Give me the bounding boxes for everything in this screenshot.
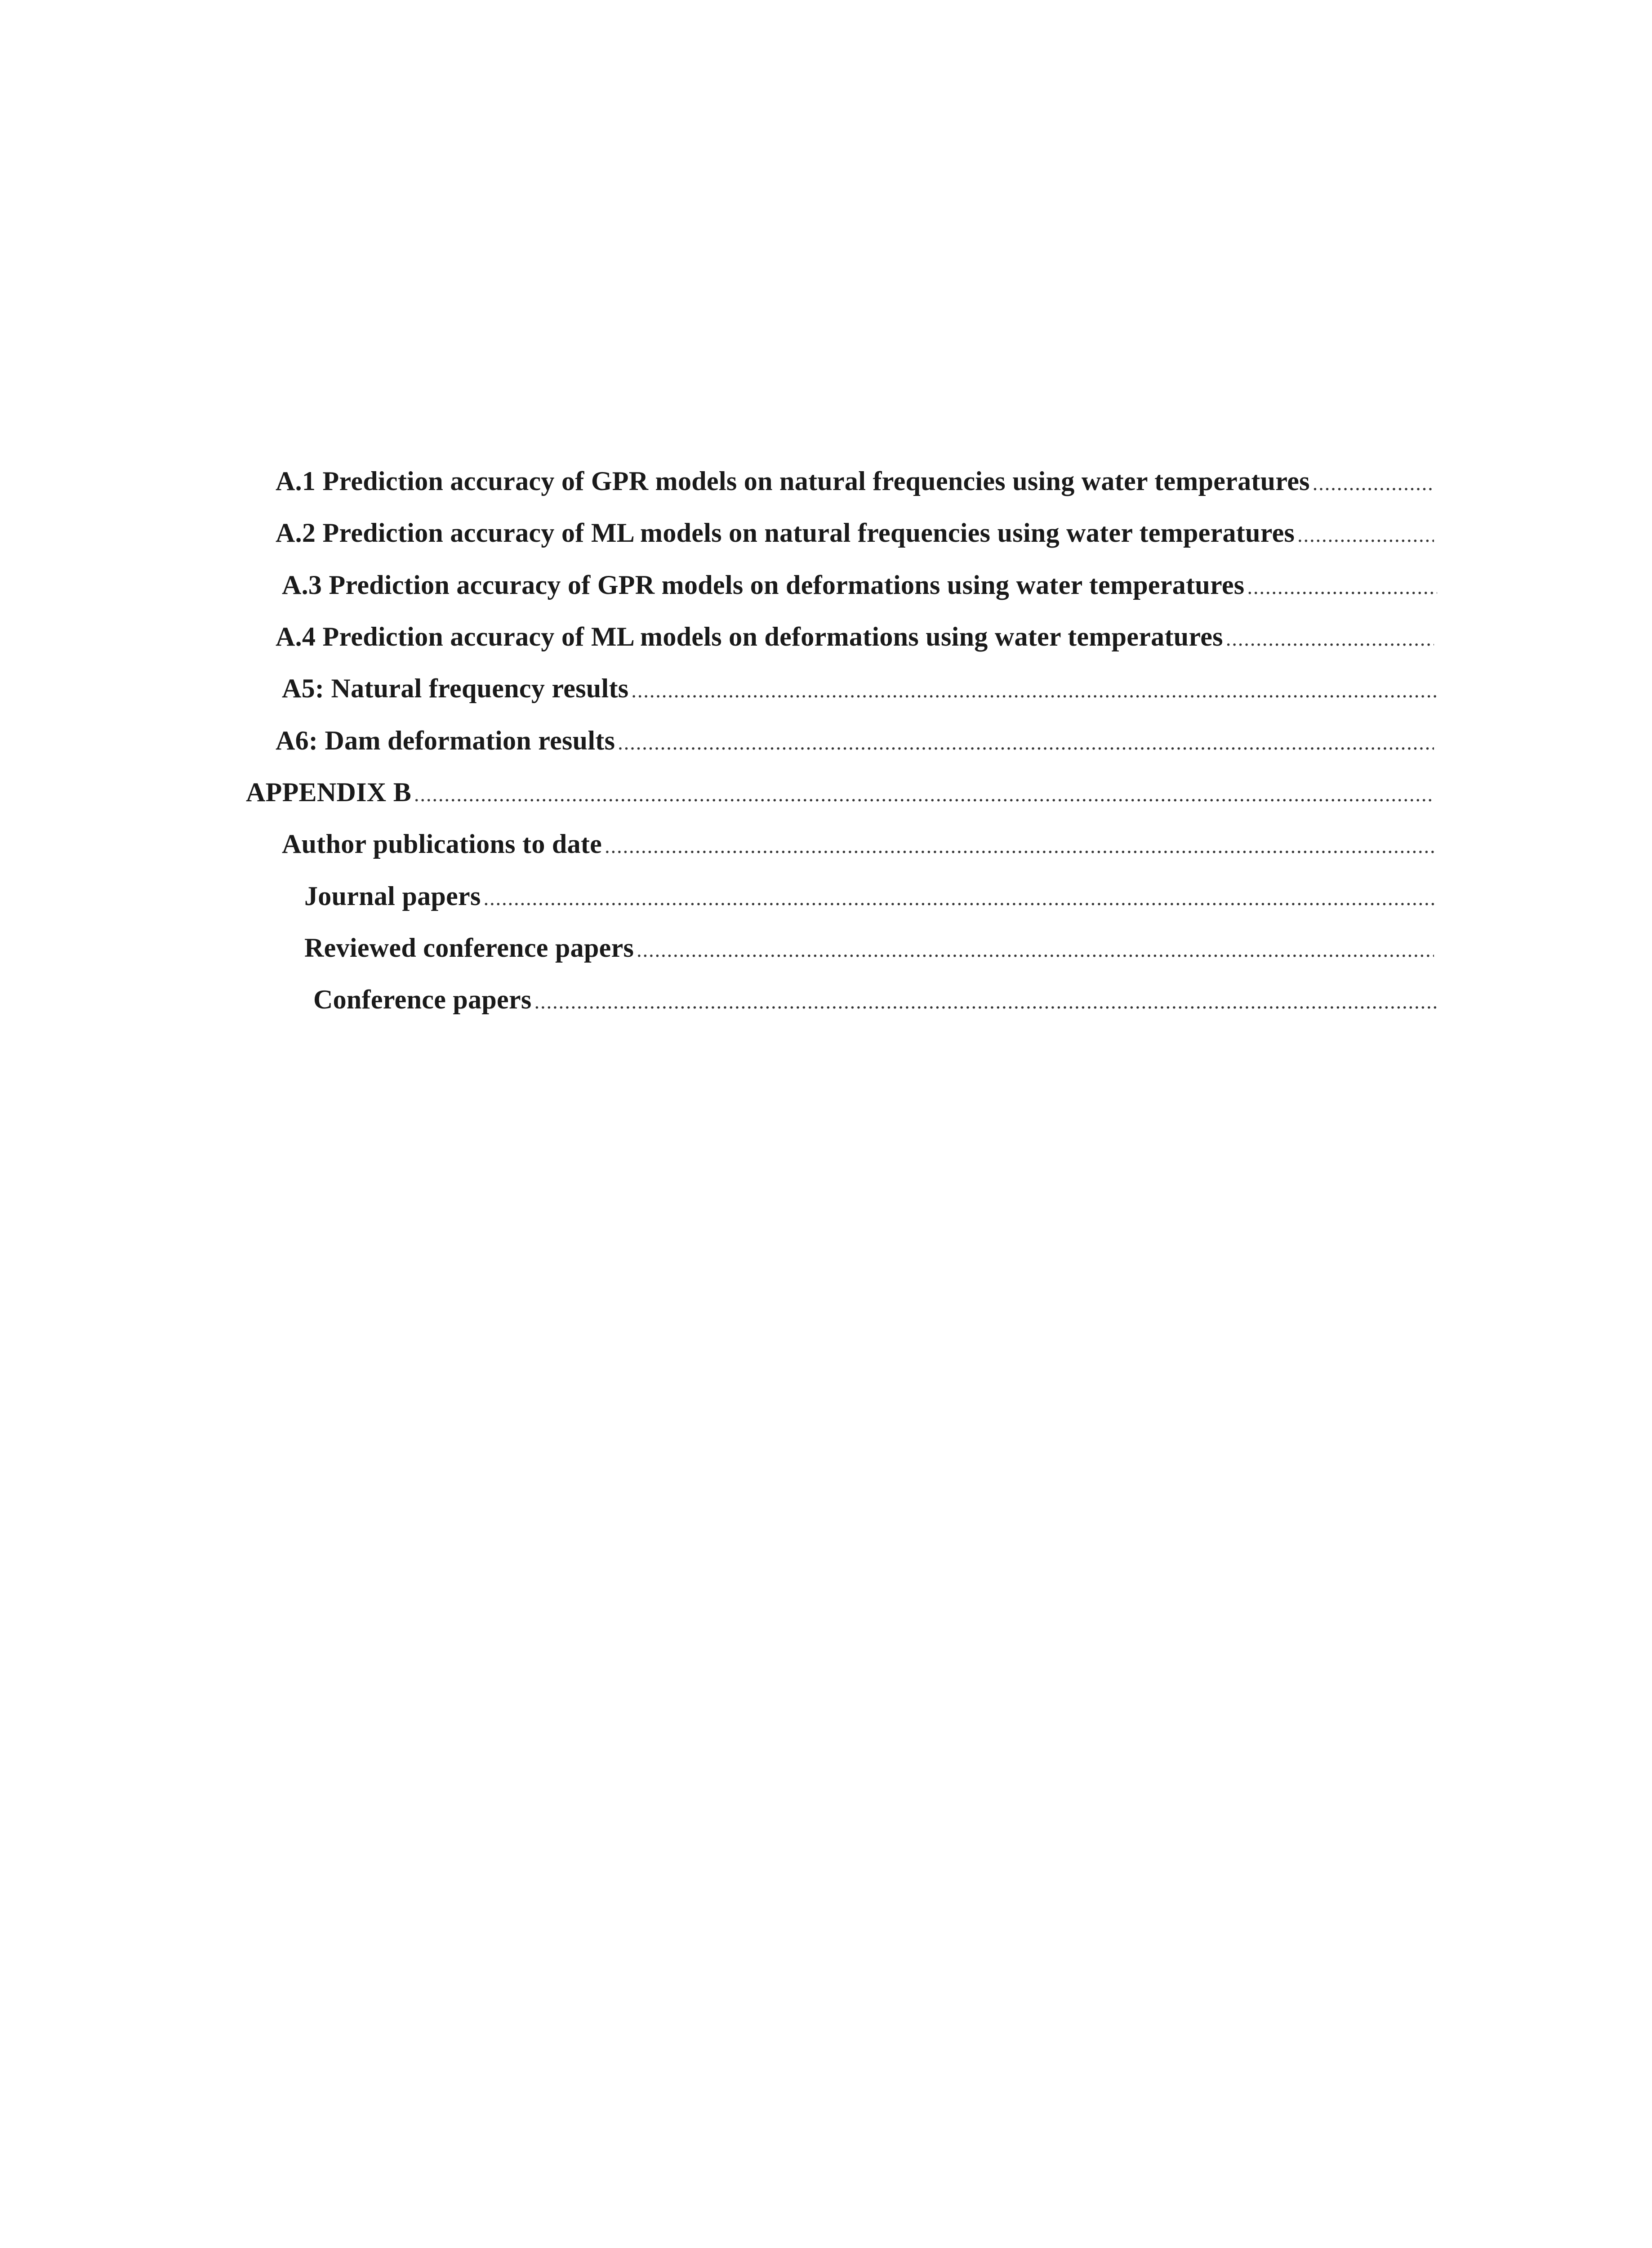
toc-entry-a2[interactable] — [276, 510, 1434, 555]
toc-entry-a6[interactable] — [276, 718, 1434, 763]
toc-entry-title: A.3 Prediction accuracy of GPR models on deformations using water temperatures — [282, 570, 1245, 600]
toc-entry-reviewed-conference-papers[interactable] — [304, 925, 1434, 970]
toc-entry-a4[interactable] — [276, 614, 1434, 659]
dot-leader — [1313, 461, 1434, 504]
toc-entry-a5[interactable] — [282, 666, 1437, 711]
dot-leader — [605, 824, 1437, 866]
dot-leader — [534, 979, 1437, 1022]
toc-entry-author-publications[interactable] — [282, 821, 1437, 866]
toc-entry-title: A6: Dam deformation results — [276, 726, 615, 755]
toc-entry-title: Reviewed conference papers — [304, 933, 634, 963]
dot-leader — [1226, 616, 1434, 659]
toc-entry-title: A.1 Prediction accuracy of GPR models on natural frequencies using water temperatures — [276, 466, 1310, 496]
dot-leader — [1297, 513, 1434, 555]
toc-entry-a1[interactable] — [276, 459, 1434, 504]
toc-entry-title: A.2 Prediction accuracy of ML models on natural frequencies using water temperatures — [276, 518, 1295, 548]
dot-leader — [631, 668, 1437, 711]
toc-entry-journal-papers[interactable] — [304, 874, 1434, 919]
toc-entry-appendix-b[interactable] — [246, 770, 1434, 815]
toc-entry-title: A5: Natural frequency results — [282, 674, 629, 703]
toc-entry-title: Conference papers — [313, 985, 532, 1014]
toc-entry-title: Author publications to date — [282, 829, 602, 859]
dot-leader — [414, 772, 1434, 815]
dot-leader — [618, 720, 1434, 763]
toc-entry-a3[interactable] — [282, 562, 1437, 607]
dot-leader — [484, 876, 1434, 919]
toc-entry-title: Journal papers — [304, 881, 481, 911]
toc-entry-conference-papers[interactable] — [313, 977, 1437, 1022]
toc-entry-title: APPENDIX B — [246, 777, 412, 807]
toc-entry-title: A.4 Prediction accuracy of ML models on deformations using water temperatures — [276, 622, 1223, 651]
dot-leader — [637, 928, 1434, 970]
dot-leader — [1247, 565, 1437, 607]
